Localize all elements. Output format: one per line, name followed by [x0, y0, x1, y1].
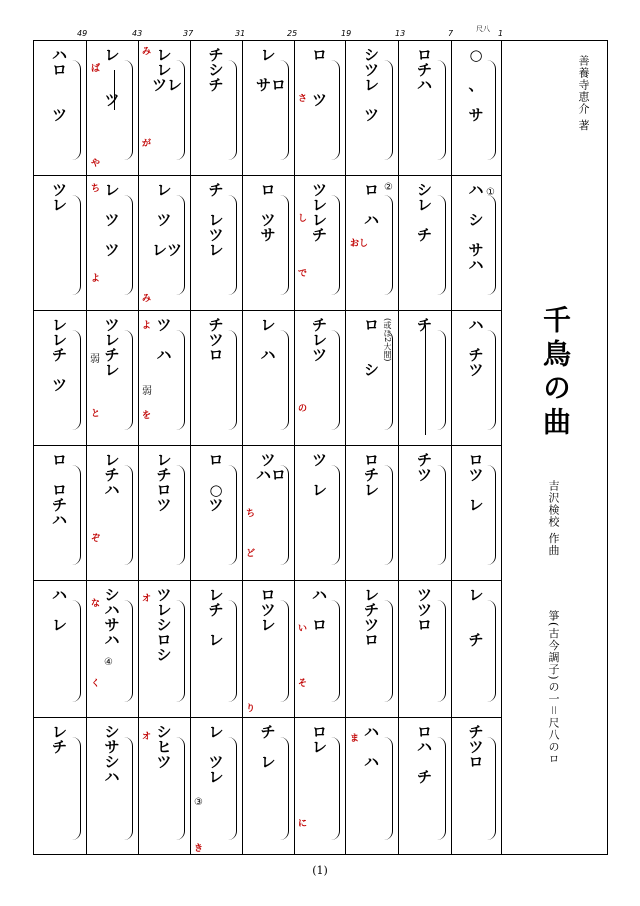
lyric-mark: ど	[246, 549, 256, 559]
circled-marker-3: ③	[194, 797, 203, 808]
notation-cell: チ ツ ロ	[208, 316, 224, 364]
slur-arc	[437, 195, 446, 295]
lyric-mark: を	[142, 411, 152, 421]
slur-arc	[384, 60, 393, 160]
page-number: (1)	[312, 864, 328, 877]
notation-cell: レ ツ ツ	[104, 181, 120, 259]
composer-credit: 吉沢検校 作曲	[547, 480, 560, 557]
slur-arc	[72, 600, 81, 702]
column-number-43: 43	[132, 29, 143, 38]
notation-cell: チ	[416, 316, 432, 334]
slur-arc	[331, 195, 340, 295]
slur-arc	[176, 600, 185, 702]
notation-cell: ロ チ ハ	[416, 46, 432, 94]
slur-arc	[331, 330, 340, 430]
lyric-mark: し	[298, 214, 308, 224]
notation-cell: ハ ハ	[363, 723, 379, 771]
row-divider	[33, 445, 501, 446]
slur-arc	[228, 330, 237, 430]
circled-marker-4: ④	[104, 657, 113, 668]
lyric-mark: の	[298, 404, 308, 414]
slur-arc	[437, 330, 446, 430]
slur-arc	[72, 195, 81, 295]
slur-arc	[331, 60, 340, 160]
column-divider	[190, 40, 191, 855]
column-divider	[398, 40, 399, 855]
notation-cell: ロ ハ	[363, 181, 379, 229]
circled-marker-1: ①	[486, 187, 495, 198]
notation-cell: ツ レ シ ロ シ	[156, 586, 172, 664]
notation-cell: ハ レ	[51, 586, 67, 634]
notation-cell: ロ ツ レ	[468, 451, 484, 514]
lyric-mark: り	[246, 704, 256, 714]
column-number-1: 1	[498, 29, 504, 38]
lyric-mark: に	[298, 819, 308, 829]
notation-cell: ロ ロ チ ハ	[51, 451, 67, 529]
lyric-mark: み	[142, 47, 152, 57]
slur-arc	[72, 330, 81, 430]
notation-cell: レ チ ハ	[104, 451, 120, 499]
notation-cell: レ チ ツ ロ	[363, 586, 379, 649]
notation-cell: ツ レ レ チ	[311, 181, 327, 244]
notation-cell: ロ ツ	[311, 46, 327, 109]
notation-cell: レ レ ツレ	[152, 46, 183, 94]
notation-cell: チ ツ	[416, 451, 432, 484]
tuning-note: 箏(古今調子)の一＝尺八のロ	[547, 610, 560, 765]
slur-arc	[280, 195, 289, 295]
slur-arc	[331, 465, 340, 565]
annotation-alt: (或は2大間)	[383, 318, 392, 362]
row-divider	[33, 580, 501, 581]
row-divider	[33, 717, 501, 718]
notation-cell: レ ツ レ	[208, 723, 224, 786]
row-divider	[33, 310, 501, 311]
notation-cell: ツ ツ ロ	[416, 586, 432, 634]
slur-arc	[124, 465, 133, 565]
slur-arc	[228, 600, 237, 702]
lyric-mark: と	[91, 409, 101, 419]
slur-arc	[487, 465, 496, 565]
lyric-mark: が	[142, 139, 152, 149]
slur-arc	[72, 737, 81, 840]
notation-cell: レ サロ	[256, 46, 287, 94]
notation-cell: チ ツ ロ	[468, 723, 484, 771]
column-divider	[294, 40, 295, 855]
column-number-37: 37	[183, 29, 194, 38]
notation-cell: レ ツ	[104, 46, 120, 109]
lyric-mark: ち	[246, 509, 256, 519]
lyric-mark: オ	[142, 732, 152, 742]
lyric-mark: く	[91, 679, 101, 689]
slur-arc	[331, 737, 340, 840]
piece-title: 千鳥の曲	[539, 305, 572, 441]
notation-cell: レ チ	[468, 586, 484, 649]
notation-cell: レ ハ	[260, 316, 276, 364]
slur-arc	[384, 737, 393, 840]
author-credit: 善養寺恵介 著	[577, 55, 590, 132]
notation-cell: ロ ○ ツ	[208, 451, 224, 514]
notation-cell: シ ハ サ ハ	[104, 586, 120, 649]
lyric-mark: き	[194, 844, 204, 854]
slur-arc	[487, 195, 496, 295]
notation-cell: チ レ	[260, 723, 276, 771]
slur-arc	[176, 737, 185, 840]
slur-arc	[228, 195, 237, 295]
column-divider	[138, 40, 139, 855]
notation-cell: ロ チ レ	[363, 451, 379, 499]
notation-cell: ツ レ チ レ	[104, 316, 120, 379]
slur-arc	[176, 330, 185, 430]
slur-arc	[437, 737, 446, 840]
lyric-mark: ま	[350, 734, 360, 744]
lyric-mark: よ	[91, 274, 101, 284]
slur-arc	[72, 60, 81, 160]
notation-cell: ツ ハロ	[256, 451, 287, 484]
column-number-13: 13	[395, 29, 406, 38]
slur-arc	[176, 195, 185, 295]
lyric-mark: い	[298, 624, 308, 634]
slur-arc	[280, 60, 289, 160]
slur-arc	[72, 465, 81, 565]
slur-arc	[176, 465, 185, 565]
lyric-mark: ぞ	[91, 534, 101, 544]
slur-arc	[487, 737, 496, 840]
slur-arc	[384, 195, 393, 295]
notation-cell: シ レ チ	[416, 181, 432, 244]
lyric-mark: ば	[91, 64, 101, 74]
slur-arc	[280, 330, 289, 430]
slur-arc	[487, 330, 496, 430]
lyric-mark: さ	[298, 94, 308, 104]
notation-cell: レ チ レ	[208, 586, 224, 649]
notation-cell: シ サ シ ハ	[104, 723, 120, 786]
lyric-mark: や	[91, 159, 101, 169]
notation-cell: レ ツ レツ	[152, 181, 183, 259]
slur-arc	[176, 60, 185, 160]
slur-arc	[228, 737, 237, 840]
notation-cell: ツ レ	[51, 181, 67, 214]
column-divider	[345, 40, 346, 855]
title-divider	[501, 40, 502, 855]
notation-cell: ツ ハ	[156, 316, 172, 364]
hold-line	[425, 325, 426, 435]
notation-cell: ロ レ	[311, 723, 327, 756]
notation-cell: チ レ ツ レ	[208, 181, 224, 259]
column-number-49: 49	[77, 29, 88, 38]
lyric-mark: おし	[350, 239, 369, 249]
notation-cell: ツ レ	[311, 451, 327, 499]
notation-cell: ロ ツ サ	[260, 181, 276, 244]
hold-line	[114, 70, 115, 110]
lyric-mark: で	[298, 269, 308, 279]
lyric-mark: み	[142, 294, 152, 304]
slur-arc	[124, 737, 133, 840]
notation-cell: シ ツ レ ツ	[363, 46, 379, 124]
column-divider	[451, 40, 452, 855]
notation-cell: ハ シ サ ハ	[468, 181, 484, 274]
lyric-mark: ち	[91, 184, 101, 194]
notation-cell: シ ヒ ツ	[156, 723, 172, 771]
notation-cell: チ シ チ	[208, 46, 224, 94]
circled-marker-2: ②	[384, 182, 393, 193]
slur-arc	[437, 60, 446, 160]
notation-cell: レ チ ロ ツ	[156, 451, 172, 514]
notation-cell: レ チ	[51, 723, 67, 756]
column-number-7: 7	[448, 29, 454, 38]
lyric-mark: よ	[142, 321, 152, 331]
notation-cell: ○ 、 サ	[468, 46, 484, 124]
annotation-weak: 弱	[90, 354, 100, 365]
notation-cell: ハ ロ ツ	[51, 46, 67, 124]
slur-arc	[228, 465, 237, 565]
column-divider	[242, 40, 243, 855]
annotation-weak: 弱	[142, 386, 152, 397]
column-divider	[86, 40, 87, 855]
slur-arc	[124, 195, 133, 295]
lyric-mark: そ	[298, 679, 308, 689]
slur-arc	[124, 60, 133, 160]
slur-arc	[124, 600, 133, 702]
notation-cell: チ レ ツ	[311, 316, 327, 364]
notation-cell: レ レ チ ツ	[51, 316, 67, 394]
slur-arc	[437, 465, 446, 565]
column-number-31: 31	[235, 29, 246, 38]
slur-arc	[228, 60, 237, 160]
lyric-mark: オ	[142, 594, 152, 604]
column-number-19: 19	[341, 29, 352, 38]
notation-cell: ハ チ ツ	[468, 316, 484, 379]
column-number-25: 25	[287, 29, 298, 38]
slur-arc	[437, 600, 446, 702]
lyric-mark: な	[91, 599, 101, 609]
slur-arc	[487, 60, 496, 160]
slur-arc	[384, 600, 393, 702]
notation-cell: ロ ハ チ	[416, 723, 432, 786]
slur-arc	[280, 600, 289, 702]
notation-cell: ハ ロ	[311, 586, 327, 634]
notation-cell: ロ シ	[363, 316, 379, 379]
slur-arc	[124, 330, 133, 430]
slur-arc	[331, 600, 340, 702]
slur-arc	[487, 600, 496, 702]
slur-arc	[280, 737, 289, 840]
shakuhachi-label: 尺八	[476, 25, 490, 33]
row-divider	[33, 175, 501, 176]
notation-cell: ロ ツ レ	[260, 586, 276, 634]
slur-arc	[384, 465, 393, 565]
slur-arc	[280, 465, 289, 565]
